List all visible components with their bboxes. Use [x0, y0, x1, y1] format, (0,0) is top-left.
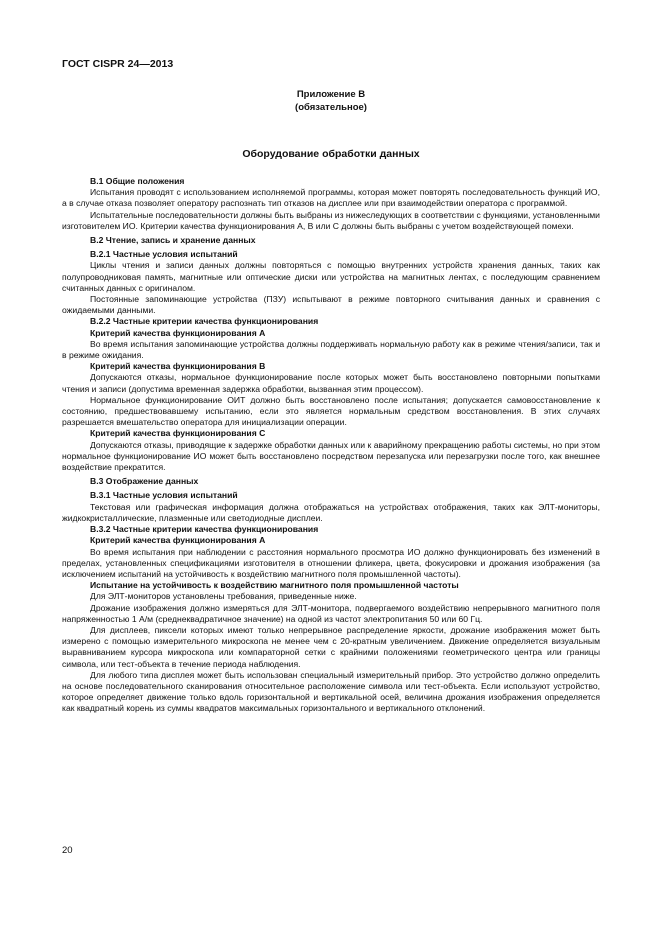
paragraph: Постоянные запоминающие устройства (ПЗУ) испытывают в режиме повторного считывания данных и сравнения с ожидаемыми данными.: [62, 294, 600, 316]
section-heading: Испытание на устойчивость к воздействию магнитного поля промышленной частоты: [90, 580, 459, 591]
section-heading: Критерий качества функционирования А: [90, 327, 266, 338]
annex-title: Приложение В: [296, 89, 366, 100]
document-page: [62, 58, 600, 715]
section-heading: В.2 Чтение, запись и хранение данных: [90, 235, 256, 246]
section-heading: В.2.1 Частные условия испытаний: [90, 249, 238, 260]
paragraph: Для дисплеев, пиксели которых имеют только непрерывное распределение яркости, дрожание изображения может быть измерено с помощью измерительного микроскопа не менее чем с 20-кратным увеличением. Движение определяется визуальным выравниванием курсора микроскопа или компараторной сетки с крайними положениями геометрического центра или границы символа, или тест-объекта в течение периода наблюдения.: [62, 624, 600, 669]
paragraph: Испытательные последовательности должны быть выбраны из нижеследующих в соответствии с функциями, установленными изготовителем ИО. Критерии качества функционирования А, В или С должны быть выбраны с учетом воздействующей помехи.: [62, 209, 600, 231]
section-heading: Критерий качества функционирования С: [90, 428, 266, 439]
annex-heading: [62, 88, 600, 114]
section-heading: В.3.2 Частные критерии качества функционирования: [90, 524, 319, 535]
document-body: [62, 176, 600, 715]
section-heading: В.2.2 Частные критерии качества функционирования: [90, 316, 319, 327]
paragraph: Во время испытания при наблюдении с расстояния нормального просмотра ИО должно функционировать без изменений в пределах, установленных спецификациями изготовителя в отношении фликера, цвета, фокусировки и дрожания изображения (за исключением испытаний на устойчивость к воздействию магнитного поля промышленной частоты).: [62, 546, 600, 579]
section-heading: В.3.1 Частные условия испытаний: [90, 490, 238, 501]
document-title: Оборудование обработки данных: [242, 148, 420, 160]
paragraph: Циклы чтения и записи данных должны повторяться с помощью внутренних устройств хранения данных, таких как полупроводниковая память, магнитные или оптические диски или устройства на магнитных лентах, с последующим сравнением считанных данных с оригиналом.: [62, 260, 600, 293]
paragraph: Допускаются отказы, приводящие к задержке обработки данных или к аварийному прекращению работы системы, но при этом нормальное функционирование ИО может быть восстановлено посредством перезапуска или перезагрузки после того, как внешнее воздействие прекратится.: [62, 439, 600, 473]
paragraph: Для любого типа дисплея может быть использован специальный измерительный прибор. Это устройство должно определить на основе последовательного сканирования относительное расположение символа или тест-объекта. Если используют устройство, которое определяет движение только вдоль горизонтальной и вертикальной осей, величина дрожания изображения определяется как квадратный корень из суммы квадратов максимальных горизонтального и вертикального отклонений.: [62, 669, 600, 714]
paragraph: Допускаются отказы, нормальное функционирование после которых может быть восстановлено повторными попытками чтения и записи (допустима временная задержка обработки, вызванная этим процессом).: [62, 372, 600, 394]
paragraph: Дрожание изображения должно измеряться для ЭЛТ-монитора, подвергаемого воздействию непрерывного магнитного поля напряженностью 1 А/м (среднеквадратичное значение) на одной из частот электропитания 50 или 60 Гц.: [62, 602, 600, 624]
document-header: ГОСТ CISPR 24—2013: [62, 58, 174, 70]
section-heading: В.3 Отображение данных: [90, 476, 199, 487]
paragraph: Испытания проводят с использованием исполняемой программы, которая может повторять последовательность функций ИО, а в случае отказа позволяет оператору распознать тип отказов на дисплее или при взаимодействии оператора с программой.: [62, 187, 600, 209]
paragraph: Для ЭЛТ-мониторов установлены требования, приведенные ниже.: [90, 591, 357, 602]
section-heading: В.1 Общие положения: [90, 176, 185, 186]
annex-status: (обязательное): [295, 102, 367, 113]
page-number: 20: [62, 845, 73, 856]
paragraph: Во время испытания запоминающие устройства должны поддерживать нормальную работу как в режиме чтения/записи, так и в режиме ожидания.: [62, 338, 600, 361]
paragraph: Текстовая или графическая информация должна отображаться на устройствах отображения, таких как ЭЛТ-мониторы, жидкокристаллические, плазменные или светодиодные дисплеи.: [62, 501, 600, 523]
section-heading: Критерий качества функционирования А: [90, 535, 266, 546]
section-heading: Критерий качества функционирования В: [90, 361, 266, 372]
paragraph: Нормальное функционирование ОИТ должно быть восстановлено после испытания; допускается самовосстановление к состоянию, предшествовавшему испытанию, если это является нормальным средством восстановления. В этих случаях разрешается вмешательство оператора для инициализации операции.: [62, 394, 600, 428]
